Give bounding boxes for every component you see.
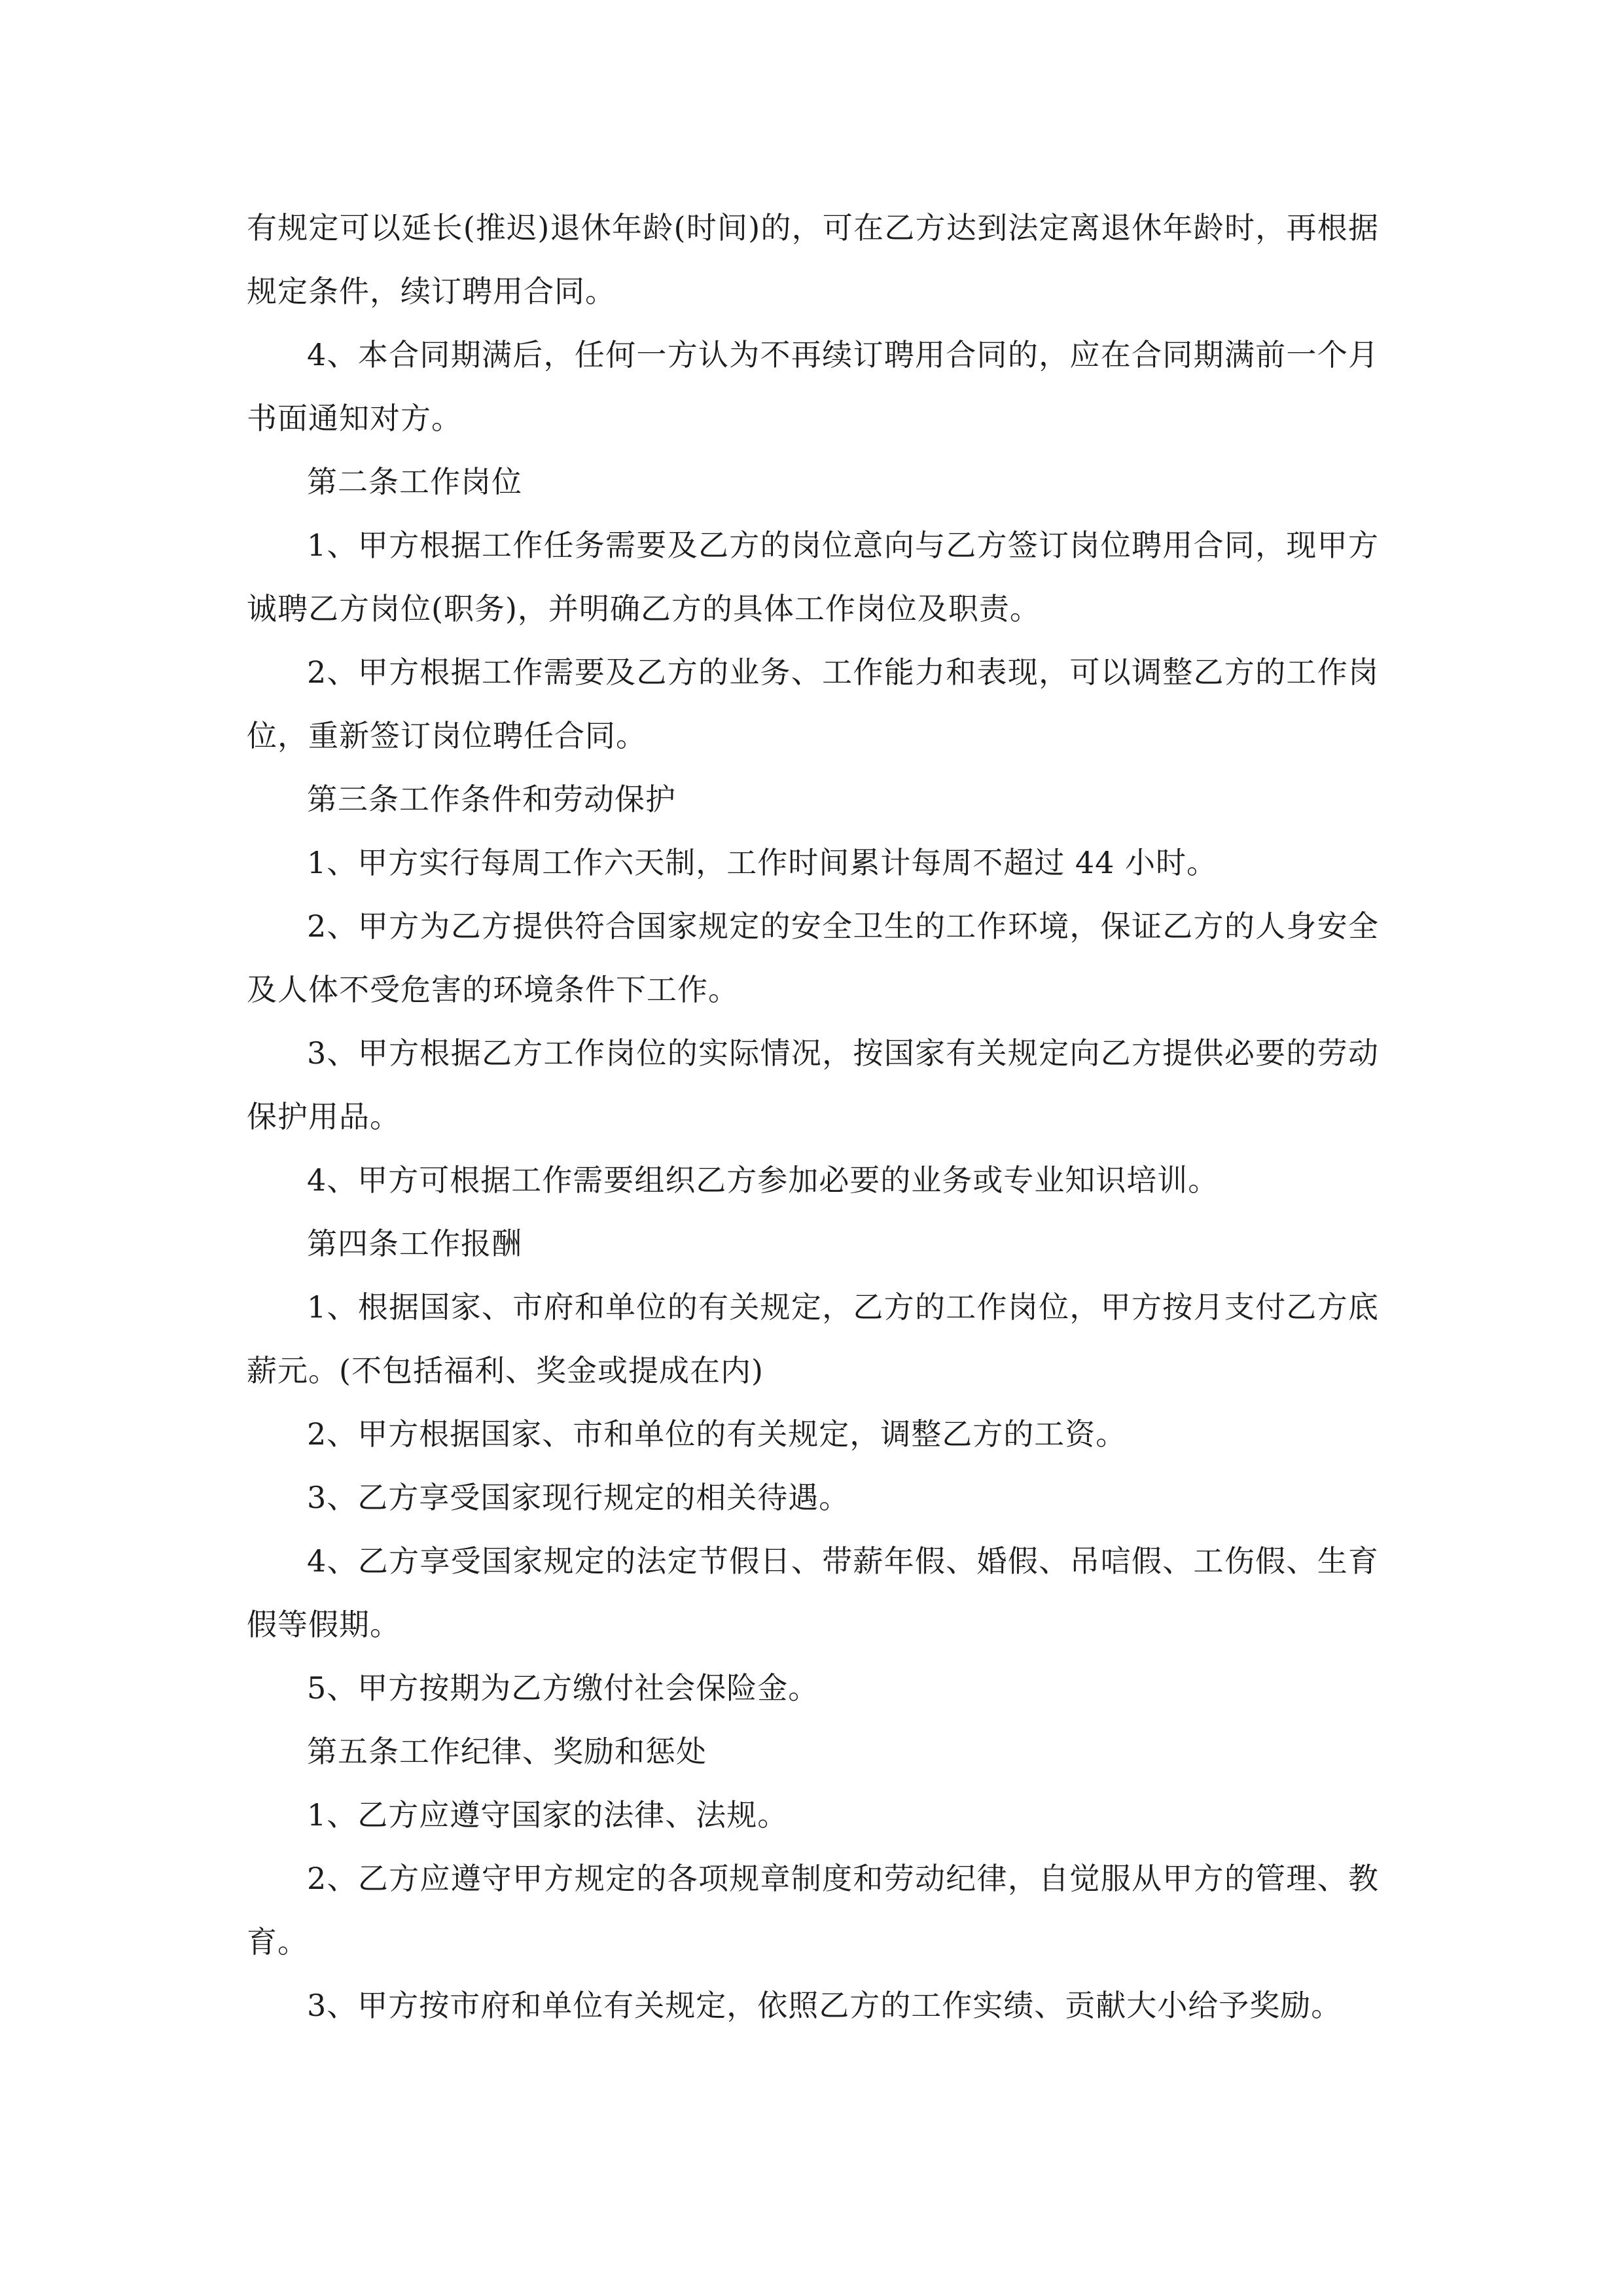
paragraph-clause: 5、甲方按期为乙方缴付社会保险金。	[307, 1670, 819, 1706]
paragraph-clause: 3、甲方按市府和单位有关规定，依照乙方的工作实绩、贡献大小给予奖励。	[307, 1988, 1342, 2023]
paragraph-clause: 3、乙方享受国家现行规定的相关待遇。	[307, 1480, 850, 1515]
contract-body	[247, 196, 1379, 2037]
paragraph-clause: 2、甲方根据工作需要及乙方的业务、工作能力和表现，可以调整乙方的工作岗位，重新签订岗位聘任合同。	[247, 655, 1379, 753]
paragraph-clause: 1、乙方应遵守国家的法律、法规。	[307, 1797, 789, 1833]
paragraph-clause: 1、甲方实行每周工作六天制，工作时间累计每周不超过 44 小时。	[307, 845, 1218, 880]
paragraph-clause: 4、本合同期满后，任何一方认为不再续订聘用合同的，应在合同期满前一个月书面通知对方。	[247, 337, 1379, 436]
paragraph-clause: 2、乙方应遵守甲方规定的各项规章制度和劳动纪律，自觉服从甲方的管理、教育。	[247, 1861, 1379, 1960]
article-heading: 第四条工作报酬	[307, 1226, 522, 1261]
paragraph-clause: 2、甲方为乙方提供符合国家规定的安全卫生的工作环境，保证乙方的人身安全及人体不受危害的环境条件下工作。	[247, 908, 1379, 1007]
article-heading: 第三条工作条件和劳动保护	[307, 781, 676, 817]
paragraph-clause: 4、乙方享受国家规定的法定节假日、带薪年假、婚假、吊唁假、工伤假、生育假等假期。	[247, 1543, 1379, 1642]
paragraph-clause: 1、甲方根据工作任务需要及乙方的岗位意向与乙方签订岗位聘用合同，现甲方诚聘乙方岗位(职务)，并明确乙方的具体工作岗位及职责。	[247, 528, 1379, 626]
article-heading: 第五条工作纪律、奖励和惩处	[307, 1734, 707, 1769]
paragraph-continuation: 有规定可以延长(推迟)退休年龄(时间)的，可在乙方达到法定离退休年龄时，再根据规定条件，续订聘用合同。	[247, 210, 1379, 309]
paragraph-clause: 2、甲方根据国家、市和单位的有关规定，调整乙方的工资。	[307, 1416, 1127, 1452]
article-heading: 第二条工作岗位	[307, 464, 522, 499]
paragraph-clause: 1、根据国家、市府和单位的有关规定，乙方的工作岗位，甲方按月支付乙方底薪元。(不包括福利、奖金或提成在内)	[247, 1289, 1379, 1388]
paragraph-clause: 4、甲方可根据工作需要组织乙方参加必要的业务或专业知识培训。	[307, 1162, 1219, 1198]
paragraph-clause: 3、甲方根据乙方工作岗位的实际情况，按国家有关规定向乙方提供必要的劳动保护用品。	[247, 1035, 1379, 1134]
